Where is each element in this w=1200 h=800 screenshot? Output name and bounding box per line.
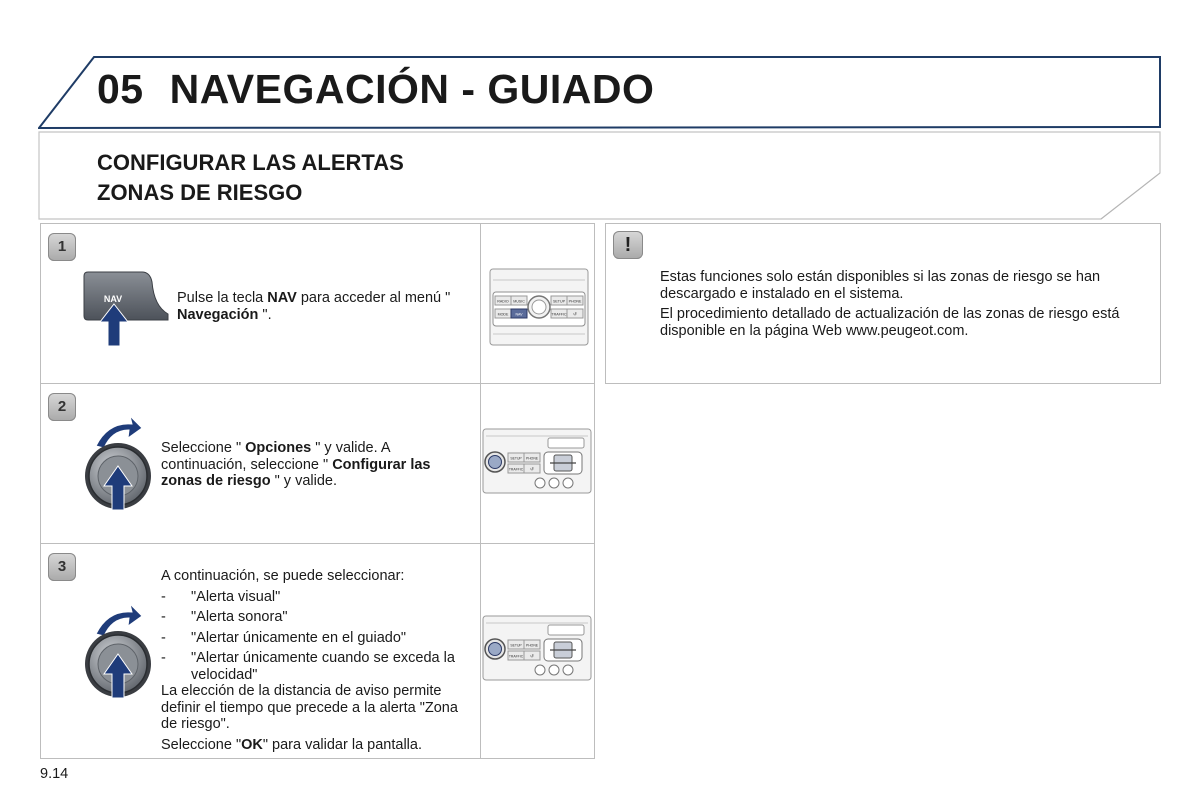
- svg-text:MODE: MODE: [497, 312, 509, 317]
- section-header-box: [38, 131, 1162, 221]
- list-item: - "Alertar únicamente cuando se exceda la velocidad": [161, 650, 455, 683]
- warning-panel: [605, 223, 1161, 384]
- page-title: [97, 66, 654, 113]
- svg-text:TRAFFIC: TRAFFIC: [551, 312, 567, 317]
- section-title-line1: CONFIGURAR LAS ALERTAS: [97, 150, 404, 175]
- console-illustration: [482, 615, 592, 681]
- nav-key-icon: [80, 270, 172, 348]
- step1-instruction: Pulse la tecla NAV para acceder al menú " Navegación ".: [177, 290, 451, 323]
- rotary-knob-icon: [82, 412, 158, 514]
- column-divider: [480, 223, 481, 759]
- list-item: - "Alerta sonora": [161, 609, 288, 625]
- svg-text:NAV: NAV: [515, 312, 523, 317]
- step2-instruction: Seleccione " Opciones " y valide. A continuación, seleccione " Configurar las zonas de riesgo " y valide.: [161, 440, 431, 489]
- nav-key-label: NAV: [103, 294, 123, 304]
- chapter-number: 05: [97, 66, 144, 112]
- step-number-badge: 1: [48, 233, 76, 261]
- svg-text:↺: ↺: [530, 466, 534, 472]
- step-divider: [40, 543, 595, 544]
- svg-text:PHONE: PHONE: [568, 299, 582, 304]
- svg-text:MUSIC: MUSIC: [513, 299, 525, 304]
- svg-text:↺: ↺: [530, 653, 534, 659]
- step-divider: [40, 383, 595, 384]
- step3-instruction: [161, 568, 475, 753]
- list-item: - "Alerta visual": [161, 588, 281, 605]
- page-number: 9.14: [40, 766, 69, 782]
- warning-icon: !: [613, 231, 643, 259]
- svg-text:PHONE: PHONE: [525, 643, 539, 648]
- rotary-knob-icon: [82, 600, 158, 702]
- console-illustration: [482, 428, 592, 494]
- step3-paragraph: La elección de la distancia de aviso permite definir el tiempo que precede a la alerta "Zona de riesgo".: [161, 683, 458, 732]
- step-number-badge: 2: [48, 393, 76, 421]
- step3-final: Seleccione "OK" para validar la pantalla.: [161, 736, 422, 753]
- section-title-line2: ZONAS DE RIESGO: [97, 180, 303, 205]
- svg-text:SETUP: SETUP: [510, 456, 522, 461]
- svg-text:TRAFFIC: TRAFFIC: [508, 654, 524, 659]
- step3-intro: A continuación, se puede seleccionar:: [161, 568, 405, 584]
- svg-text:SETUP: SETUP: [510, 643, 522, 648]
- svg-text:TRAFFIC: TRAFFIC: [508, 467, 524, 472]
- svg-text:↺: ↺: [573, 311, 577, 317]
- chapter-title: NAVEGACIÓN - GUIADO: [169, 66, 655, 112]
- warning-paragraph: El procedimiento detallado de actualización de las zonas de riesgo está disponible en la página Web www.peugeot.com.: [660, 306, 1120, 339]
- list-item: - "Alertar únicamente en el guiado": [161, 629, 407, 646]
- svg-text:PHONE: PHONE: [525, 456, 539, 461]
- svg-text:SETUP: SETUP: [553, 299, 565, 304]
- svg-text:RADIO: RADIO: [497, 299, 509, 304]
- step-number-badge: 3: [48, 553, 76, 581]
- console-illustration: [489, 268, 589, 346]
- warning-paragraph: Estas funciones solo están disponibles si las zonas de riesgo se han descargado e instalado en el sistema.: [660, 269, 1101, 302]
